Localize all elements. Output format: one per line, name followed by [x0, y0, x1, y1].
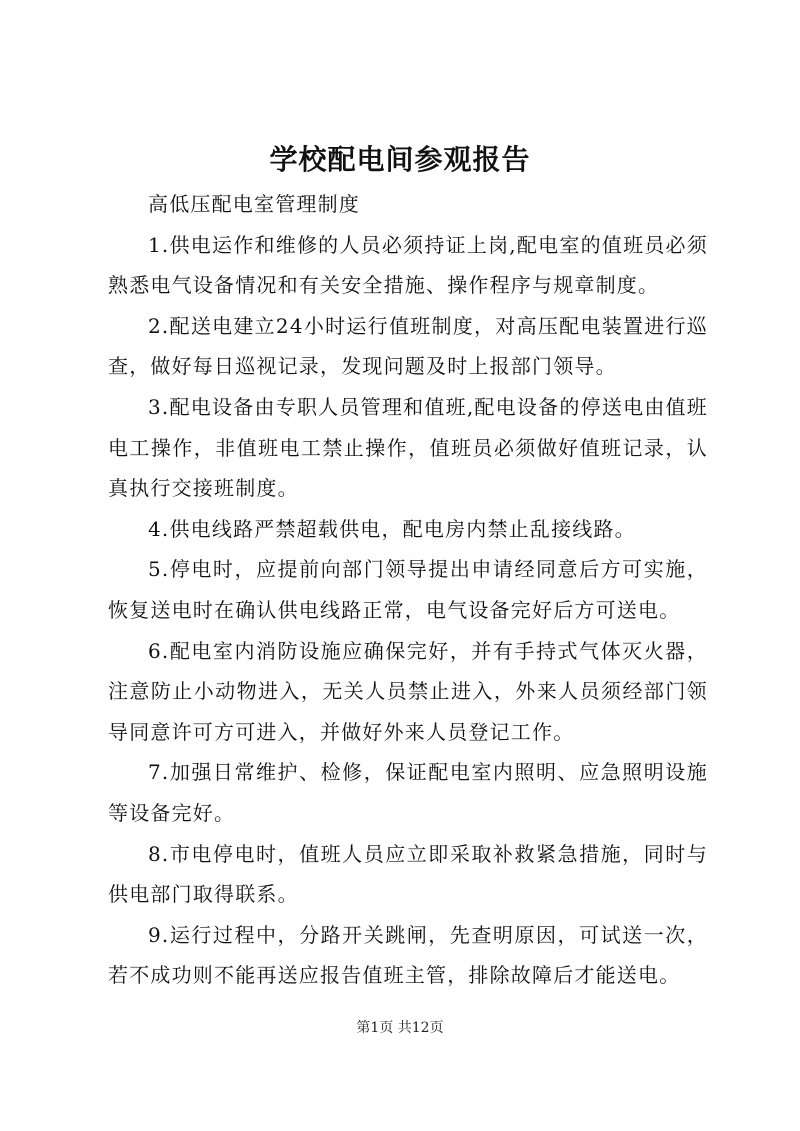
page-footer [0, 1016, 800, 1040]
section-heading: 高低压配电室管理制度 [148, 192, 360, 216]
rule-paragraph-6: 6.配电室内消防设施应确保完好，并有手持式气体灭火器，注意防止小动物进入，无关人员禁止进入，外来人员须经部门领导同意许可方可进入，并做好外来人员登记工作。 [108, 638, 708, 744]
rule-paragraph-1: 1.供电运作和维修的人员必须持证上岗,配电室的值班员必须熟悉电气设备情况和有关安全措施、操作程序与规章制度。 [108, 232, 708, 298]
rule-paragraph-5: 5.停电时，应提前向部门领导提出申请经同意后方可实施，恢复送电时在确认供电线路正常，电气设备完好后方可送电。 [108, 557, 708, 622]
rule-paragraph-4: 4.供电线路严禁超载供电，配电房内禁止乱接线路。 [148, 516, 636, 541]
rule-paragraph-9: 9.运行过程中，分路开关跳闸，先查明原因，可试送一次，若不成功则不能再送应报告值班主管，排除故障后才能送电。 [108, 922, 708, 988]
rule-paragraph-8: 8.市电停电时，值班人员应立即采取补救紧急措施，同时与供电部门取得联系。 [108, 841, 708, 907]
document-title: 学校配电间参观报告 [269, 143, 531, 176]
rule-paragraph-7: 7.加强日常维护、检修，保证配电室内照明、应急照明设施等设备完好。 [108, 760, 708, 825]
document-body [108, 184, 708, 996]
page-number: 第1页 共12页 [356, 1020, 444, 1036]
rule-paragraph-2: 2.配送电建立24小时运行值班制度，对高压配电装置进行巡查，做好每日巡视记录，发现问题及时上报部门领导。 [108, 313, 708, 379]
rule-paragraph-3: 3.配电设备由专职人员管理和值班,配电设备的停送电由值班电工操作，非值班电工禁止操作，值班员必须做好值班记录，认真执行交接班制度。 [108, 394, 708, 501]
